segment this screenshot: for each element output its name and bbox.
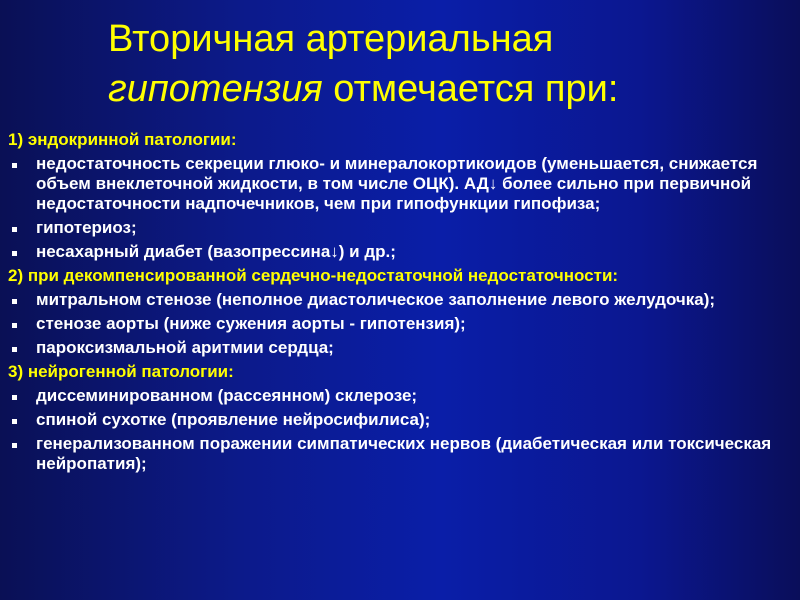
list-item-text: недостаточность секреции глюко- и минералокортикоидов (уменьшается, снижается объем внеклеточной жидкости, в том числе ОЦК). АД↓ более сильно при первичной недостаточности надпочечников, чем при гипофункции гипофиза; bbox=[36, 154, 758, 213]
list-item-text: пароксизмальной аритмии сердца; bbox=[36, 338, 334, 357]
square-bullet-icon bbox=[12, 227, 17, 232]
title-line-2 bbox=[108, 64, 788, 114]
section-heading-neurogenic: 3) нейрогенной патологии: bbox=[8, 362, 234, 381]
square-bullet-icon bbox=[12, 347, 17, 352]
slide-content bbox=[8, 130, 788, 474]
list-item-text: стенозе аорты (ниже сужения аорты - гипотензия); bbox=[36, 314, 466, 333]
square-bullet-icon bbox=[12, 443, 17, 448]
square-bullet-icon bbox=[12, 251, 17, 256]
square-bullet-icon bbox=[12, 299, 17, 304]
list-item-text: митральном стенозе (неполное диастолическое заполнение левого желудочка); bbox=[36, 290, 716, 309]
list-item-text: диссеминированном (рассеянном) склерозе; bbox=[36, 386, 418, 405]
slide-title bbox=[108, 14, 788, 114]
list-item bbox=[8, 434, 788, 474]
list-item bbox=[8, 338, 788, 358]
square-bullet-icon bbox=[12, 323, 17, 328]
title-italic-word: гипотензия bbox=[108, 68, 323, 110]
list-item bbox=[8, 154, 788, 214]
list-item bbox=[8, 218, 788, 238]
list-item bbox=[8, 410, 788, 430]
list-item bbox=[8, 242, 788, 262]
list-item-text: генерализованном поражении симпатических нервов (диабетическая или токсическая нейропатия); bbox=[36, 434, 772, 473]
list-item bbox=[8, 314, 788, 334]
list-item-text: гипотериоз; bbox=[36, 218, 137, 237]
section-heading-endocrine: 1) эндокринной патологии: bbox=[8, 130, 237, 149]
square-bullet-icon bbox=[12, 419, 17, 424]
square-bullet-icon bbox=[12, 163, 17, 168]
list-item-text: несахарный диабет (вазопрессина↓) и др.; bbox=[36, 242, 396, 261]
list-item bbox=[8, 290, 788, 310]
list-item bbox=[8, 386, 788, 406]
square-bullet-icon bbox=[12, 395, 17, 400]
section-heading-cardiac: 2) при декомпенсированной сердечно-недостаточной недостаточности: bbox=[8, 266, 619, 285]
list-item-text: спиной сухотке (проявление нейросифилиса); bbox=[36, 410, 431, 429]
title-rest: отмечается при: bbox=[322, 68, 619, 110]
title-line-1: Вторичная артериальная bbox=[108, 18, 554, 60]
